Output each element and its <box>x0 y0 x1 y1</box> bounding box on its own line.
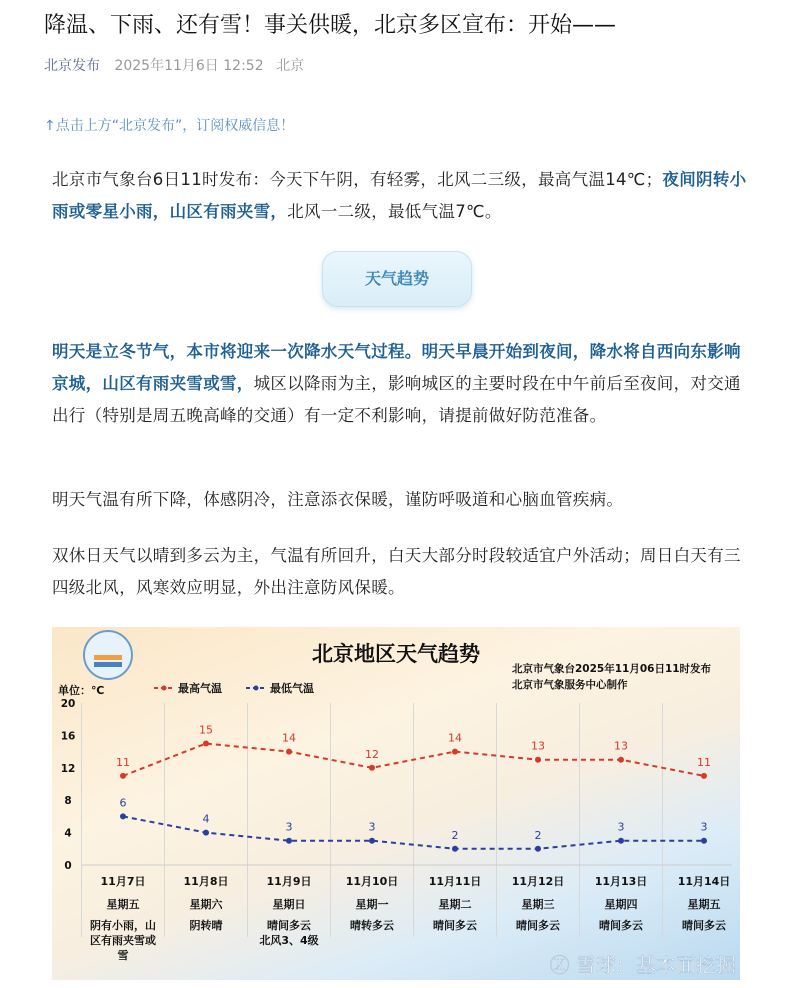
data-point <box>618 757 624 763</box>
data-label: 2 <box>534 828 542 842</box>
data-point <box>535 757 541 763</box>
y-tick-label: 4 <box>64 827 72 840</box>
data-point <box>369 838 375 844</box>
legend-label: 最低气温 <box>270 682 314 695</box>
x-weekday-label: 星期一 <box>355 898 389 911</box>
data-point <box>203 741 209 747</box>
paragraph-1 <box>52 164 748 228</box>
x-weather-label: 晴间多云 <box>599 919 643 932</box>
x-weekday-label: 星期日 <box>272 898 306 911</box>
data-label: 15 <box>199 723 213 737</box>
y-tick-label: 0 <box>64 860 72 872</box>
publish-date: 2025年11月6日 12:52 <box>114 58 264 74</box>
legend-marker <box>162 686 167 691</box>
data-label: 12 <box>365 747 379 761</box>
x-date-label: 11月8日 <box>183 875 229 888</box>
x-weekday-label: 星期三 <box>521 898 555 911</box>
x-date-label: 11月14日 <box>677 875 731 888</box>
data-label: 2 <box>451 828 459 842</box>
paragraph-2 <box>52 336 748 432</box>
data-label: 13 <box>614 739 628 753</box>
data-point <box>452 846 458 852</box>
p1-bold: 夜间阴转小雨或零星小雨，山区有雨夹雪， <box>52 170 747 221</box>
x-date-label: 11月13日 <box>594 875 648 888</box>
data-label: 14 <box>282 731 296 745</box>
x-date-label: 11月9日 <box>266 875 312 888</box>
y-tick-label: 8 <box>64 795 72 808</box>
x-weather-label: 阴转晴 <box>189 919 223 932</box>
article-title: 降温、下雨、还有雪！事关供暖，北京多区宣布：开始—— <box>44 13 617 38</box>
data-point <box>452 749 458 755</box>
data-point <box>618 838 624 844</box>
unit-label: 单位：℃ <box>58 684 105 697</box>
x-date-label: 11月10日 <box>345 875 399 888</box>
x-weather-label: 晴间多云北风3、4级 <box>259 919 319 947</box>
data-label: 14 <box>448 731 462 745</box>
data-point <box>286 838 292 844</box>
legend-label: 最高气温 <box>178 682 222 695</box>
section-weather-trend: 天气趋势 <box>322 251 472 307</box>
data-point <box>120 773 126 779</box>
x-weekday-label: 星期四 <box>604 898 638 911</box>
article-meta <box>44 55 312 75</box>
data-label: 3 <box>700 820 708 834</box>
data-point <box>701 773 707 779</box>
p2-text: 城区以降雨为主，影响城区的主要时段在中午前后至夜间，对交通出行（特别是周五晚高峰的交通）有一定不利影响，请提前做好防范准备。 <box>52 374 741 425</box>
p1-text: 北京市气象台6日11时发布：今天下午阴，有轻雾，北风二三级，最高气温14℃； <box>52 170 663 189</box>
x-date-label: 11月12日 <box>511 875 565 888</box>
x-date-label: 11月7日 <box>100 875 146 888</box>
x-weekday-label: 星期二 <box>438 898 472 911</box>
data-label: 11 <box>116 755 130 769</box>
source-link[interactable]: 北京发布 <box>44 58 100 74</box>
subscribe-hint[interactable]: ↑点击上方“北京发布”，订阅权威信息！ <box>44 118 295 134</box>
data-point <box>120 813 126 819</box>
x-weather-label: 晴间多云 <box>682 919 726 932</box>
chart-title: 北京地区天气趋势 <box>312 642 480 666</box>
x-date-label: 11月11日 <box>428 875 482 888</box>
data-label: 11 <box>697 755 711 769</box>
y-tick-label: 20 <box>60 698 76 710</box>
location: 北京 <box>276 58 305 74</box>
data-point <box>203 830 209 836</box>
data-point <box>535 846 541 852</box>
p1-tail: 北风一二级，最低气温7℃。 <box>287 202 502 221</box>
paragraph-4: 双休日天气以晴到多云为主，气温有所回升，白天大部分时段较适宜户外活动；周日白天有三四级北风，风寒效应明显，外出注意防风保暖。 <box>52 546 741 597</box>
data-point <box>369 765 375 771</box>
paragraph-3: 明天气温有所下降，体感阴冷，注意添衣保暖，谨防呼吸道和心脑血管疾病。 <box>52 490 624 509</box>
x-weekday-label: 星期五 <box>687 898 721 911</box>
logo-icon <box>84 631 132 679</box>
watermark: Ⓧ 雪球：基本面挖掘 <box>549 953 736 977</box>
y-tick-label: 12 <box>60 762 76 775</box>
y-tick-label: 16 <box>60 730 76 743</box>
data-label: 3 <box>368 820 376 834</box>
chart-issuer: 北京市气象台2025年11月06日11时发布 <box>512 663 712 675</box>
x-weekday-label: 星期五 <box>106 898 140 911</box>
chart-producer: 北京市气象服务中心制作 <box>512 679 628 691</box>
x-weekday-label: 星期六 <box>189 898 223 911</box>
data-point <box>701 838 707 844</box>
chart-svg <box>52 627 740 980</box>
legend-marker <box>254 686 259 691</box>
x-weather-label: 晴间多云 <box>433 919 477 932</box>
x-weather-label: 晴转多云 <box>350 919 394 932</box>
weather-trend-chart <box>52 627 740 980</box>
data-point <box>286 749 292 755</box>
data-label: 3 <box>285 820 293 834</box>
data-label: 13 <box>531 739 545 753</box>
p2-bold: 明天是立冬节气，本市将迎来一次降水天气过程。明天早晨开始到夜间，降水将自西向东影响京城，山区有雨夹雪或雪， <box>52 342 741 393</box>
data-label: 6 <box>119 796 127 810</box>
x-weather-label: 阴有小雨，山区有雨夹雪或雪 <box>90 919 156 962</box>
data-label: 3 <box>617 820 625 834</box>
data-label: 4 <box>202 812 210 826</box>
x-weather-label: 晴间多云 <box>516 919 560 932</box>
